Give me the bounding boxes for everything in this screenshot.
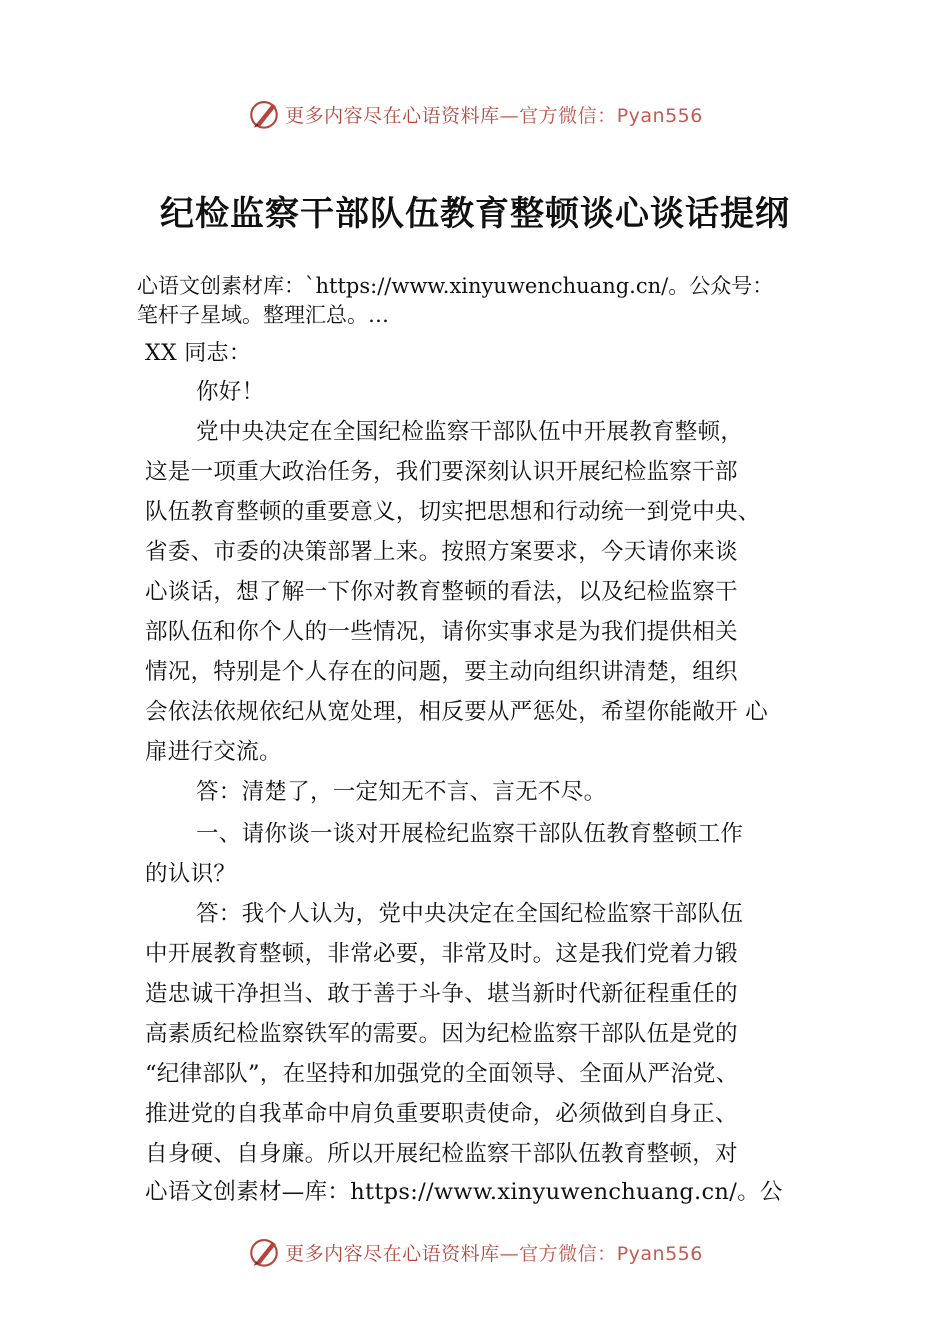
body-line: 心语文创素材—库：https://www.xinyuwenchuang.cn/。公 xyxy=(145,1179,783,1205)
body-line: 你好！ xyxy=(196,379,265,405)
body-line: 队伍教育整顿的重要意义，切实把思想和行动统一到党中央、 xyxy=(145,499,761,525)
body-line: 中开展教育整顿，非常必要，非常及时。这是我们党着力锻 xyxy=(145,941,738,967)
banner-brand: Pyan556 xyxy=(616,104,703,127)
body-line: 推进党的自我革命中肩负重要职责使命，必须做到自身正、 xyxy=(145,1101,738,1127)
body-line: 扉进行交流。 xyxy=(145,739,282,765)
document-title: 纪检监察干部队伍教育整顿谈心谈话提纲 xyxy=(160,194,790,234)
pen-logo-icon xyxy=(247,97,281,131)
body-line: 自身硬、自身廉。所以开展纪检监察干部队伍教育整顿，对 xyxy=(145,1141,738,1167)
banner-library-text: 更多内容尽在心语资料库 xyxy=(285,104,500,127)
body-line: 部队伍和你个人的一些情况，请你实事求是为我们提供相关 xyxy=(145,619,738,645)
footer-banner xyxy=(0,1232,950,1272)
header-banner xyxy=(0,94,950,134)
banner-separator: —官方微信： xyxy=(499,1242,617,1265)
salutation: XX 同志： xyxy=(145,341,252,366)
body-line: 心谈话，想了解一下你对教育整顿的看法，以及纪检监察干 xyxy=(145,579,738,605)
banner-text xyxy=(285,101,703,128)
body-line: 情况，特别是个人存在的问题，要主动向组织讲清楚，组织 xyxy=(145,659,738,685)
body-line: 高素质纪检监察铁军的需要。因为纪检监察干部队伍是党的 xyxy=(145,1021,738,1047)
body-line: 会依法依规依纪从宽处理，相反要从严惩处，希望你能敞开 心 xyxy=(145,699,769,725)
body-line: 党中央决定在全国纪检监察干部队伍中开展教育整顿， xyxy=(196,419,744,445)
banner-brand: Pyan556 xyxy=(616,1242,703,1265)
body-line: “纪律部队”，在坚持和加强党的全面领导、全面从严治党、 xyxy=(145,1061,739,1087)
banner-separator: —官方微信： xyxy=(499,104,617,127)
body-line: 这是一项重大政治任务，我们要深刻认识开展纪检监察干部 xyxy=(145,459,738,485)
banner-library-text: 更多内容尽在心语资料库 xyxy=(285,1242,500,1265)
body-line: 的认识？ xyxy=(145,861,237,887)
body-line: 造忠诚干净担当、敢于善于斗争、堪当新时代新征程重任的 xyxy=(145,981,738,1007)
banner-text xyxy=(285,1239,703,1266)
body-line: 答：我个人认为，党中央决定在全国纪检监察干部队伍 xyxy=(196,901,744,927)
body-line: 省委、市委的决策部署上来。按照方案要求，今天请你来谈 xyxy=(145,539,738,565)
pen-logo-icon xyxy=(247,1235,281,1269)
body-line: 答：清楚了，一定知无不言、言无不尽。 xyxy=(196,779,607,805)
body-line: 一、请你谈一谈对开展检纪监察干部队伍教育整顿工作 xyxy=(196,821,744,847)
source-line-2: 笔杆子星域。整理汇总。… xyxy=(137,303,389,327)
source-line-1: 心语文创素材库：`https://www.xinyuwenchuang.cn/。公众号： xyxy=(137,274,774,298)
